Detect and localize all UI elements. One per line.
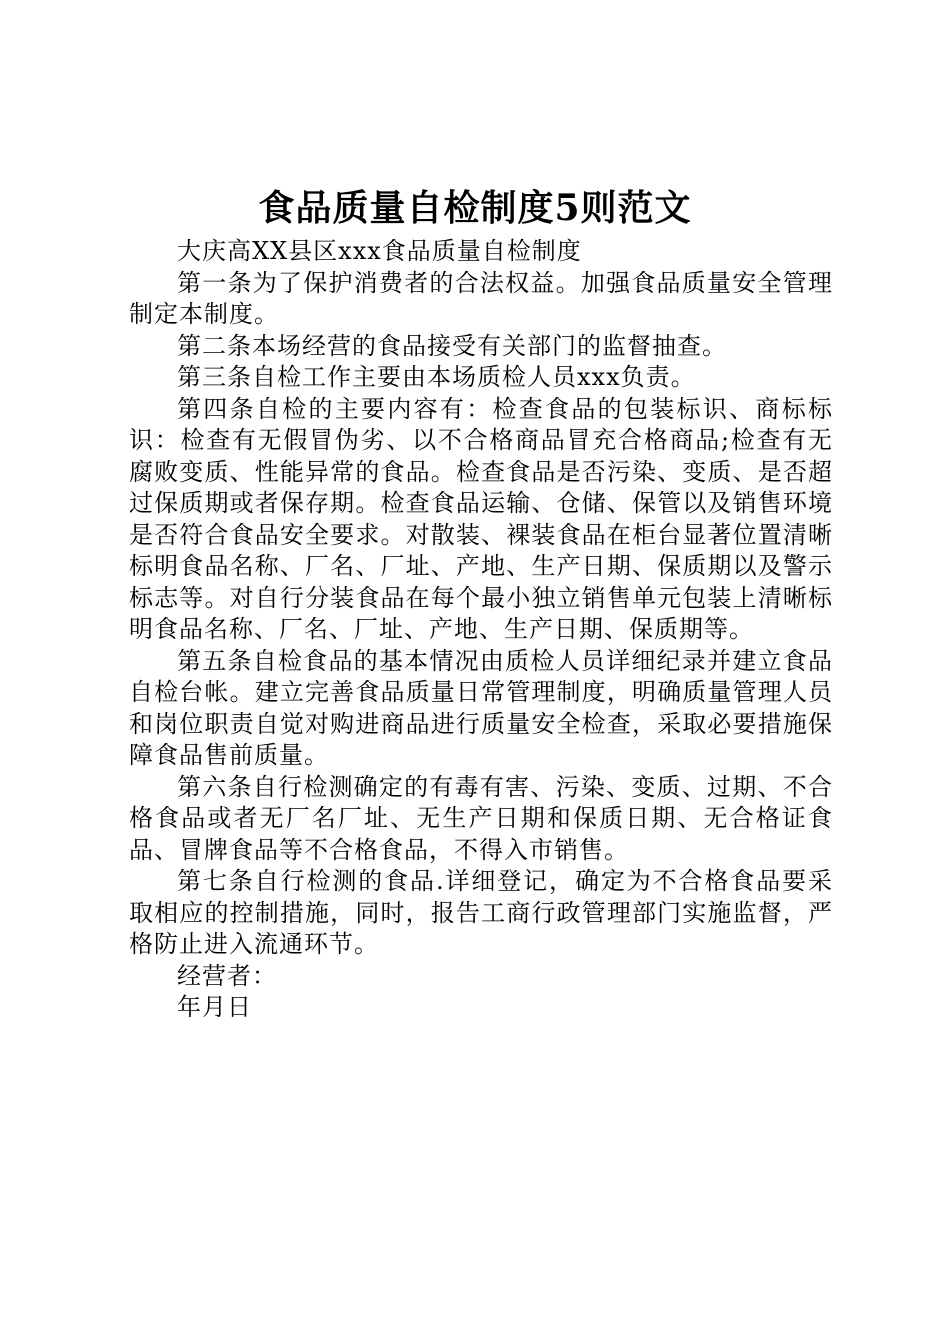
paragraph-article-3: 第三条自检工作主要由本场质检人员xxx负责。 [177,363,696,391]
paragraph-article-1: 第一条为了保护消费者的合法权益。加强食品质量安全管理制定本制度。 [129,268,833,328]
paragraph-heading: 大庆高XX县区xxx食品质量自检制度 [177,237,582,265]
paragraph-article-4: 第四条自检的主要内容有：检查食品的包装标识、商标标识：检查有无假冒伪劣、以不合格商品冒充合格商品;检查有无腐败变质、性能异常的食品。检查食品是否污染、变质、是否超过保质期或者保存期。检查食品运输、仓储、保管以及销售环境是否符合食品安全要求。对散装、裸装食品在柜台显著位置清晰标明食品名称、厂名、厂址、产地、生产日期、保质期以及警示标志等。对自行分装食品在每个最小独立销售单元包装上清晰标明食品名称、厂名、厂址、产地、生产日期、保质期等。 [129,394,833,643]
document-body [129,236,833,1024]
paragraph-article-5: 第五条自检食品的基本情况由质检人员详细纪录并建立食品自检台帐。建立完善食品质量日常管理制度，明确质量管理人员和岗位职责自觉对购进商品进行质量安全检查，采取必要措施保障食品售前质量。 [129,646,833,769]
paragraph-article-7: 第七条自行检测的食品.详细登记，确定为不合格食品要采取相应的控制措施，同时，报告工商行政管理部门实施监督，严格防止进入流通环节。 [129,867,833,958]
signature-date: 年月日 [177,993,252,1021]
paragraph-article-2: 第二条本场经营的食品接受有关部门的监督抽查。 [177,331,727,360]
signature-operator: 经营者： [177,961,277,990]
paragraph-article-6: 第六条自行检测确定的有毒有害、污染、变质、过期、不合格食品或者无厂名厂址、无生产日期和保质日期、无合格证食品、冒牌食品等不合格食品，不得入市销售。 [129,772,833,864]
document-title: 食品质量自检制度5则范文 [258,187,692,229]
